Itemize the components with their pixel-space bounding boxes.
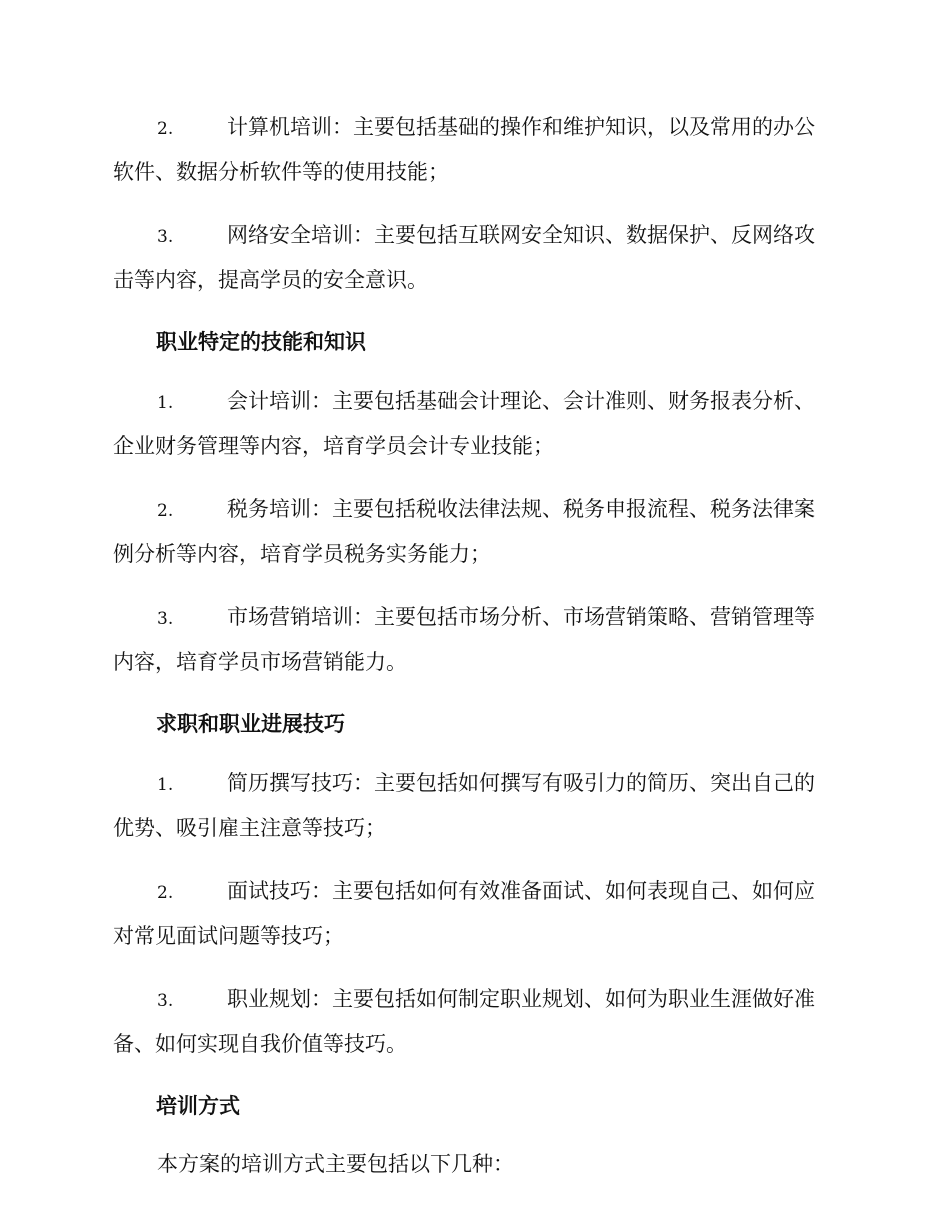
list-text: 面试技巧：主要包括如何有效准备面试、如何表现自己、如何应对常见面试问题等技巧；	[113, 879, 815, 948]
section-heading: 职业特定的技能和知识	[156, 330, 366, 354]
list-text: 计算机培训：主要包括基础的操作和维护知识，以及常用的办公软件、数据分析软件等的使用技能；	[113, 115, 815, 184]
list-number: 2.	[157, 501, 174, 521]
list-number: 2.	[157, 119, 174, 139]
list-number: 1.	[157, 775, 174, 795]
list-text: 职业规划：主要包括如何制定职业规划、如何为职业生涯做好准备、如何实现自我价值等技巧。	[113, 987, 815, 1056]
list-item	[113, 106, 833, 194]
list-text: 市场营销培训：主要包括市场分析、市场营销策略、营销管理等内容，培育学员市场营销能力。	[113, 605, 815, 674]
list-number: 3.	[157, 227, 174, 247]
list-item	[113, 762, 833, 850]
list-text: 网络安全培训：主要包括互联网安全知识、数据保护、反网络攻击等内容，提高学员的安全意识。	[113, 223, 815, 292]
list-number: 3.	[157, 991, 174, 1011]
list-item	[113, 214, 833, 302]
section-heading: 求职和职业进展技巧	[156, 712, 345, 736]
list-item	[113, 596, 833, 684]
list-item	[113, 380, 833, 468]
list-text: 会计培训：主要包括基础会计理论、会计准则、财务报表分析、企业财务管理等内容，培育学员会计专业技能；	[113, 389, 815, 458]
list-number: 3.	[157, 609, 174, 629]
list-item	[113, 870, 833, 958]
list-item	[113, 488, 833, 576]
body-paragraph: 本方案的培训方式主要包括以下几种：	[157, 1152, 514, 1176]
list-number: 2.	[157, 883, 174, 903]
list-number: 1.	[157, 393, 174, 413]
list-text: 简历撰写技巧：主要包括如何撰写有吸引力的简历、突出自己的优势、吸引雇主注意等技巧；	[113, 771, 815, 840]
list-text: 税务培训：主要包括税收法律法规、税务申报流程、税务法律案例分析等内容，培育学员税务实务能力；	[113, 497, 815, 566]
list-item	[113, 978, 833, 1066]
section-heading: 培训方式	[156, 1094, 240, 1118]
